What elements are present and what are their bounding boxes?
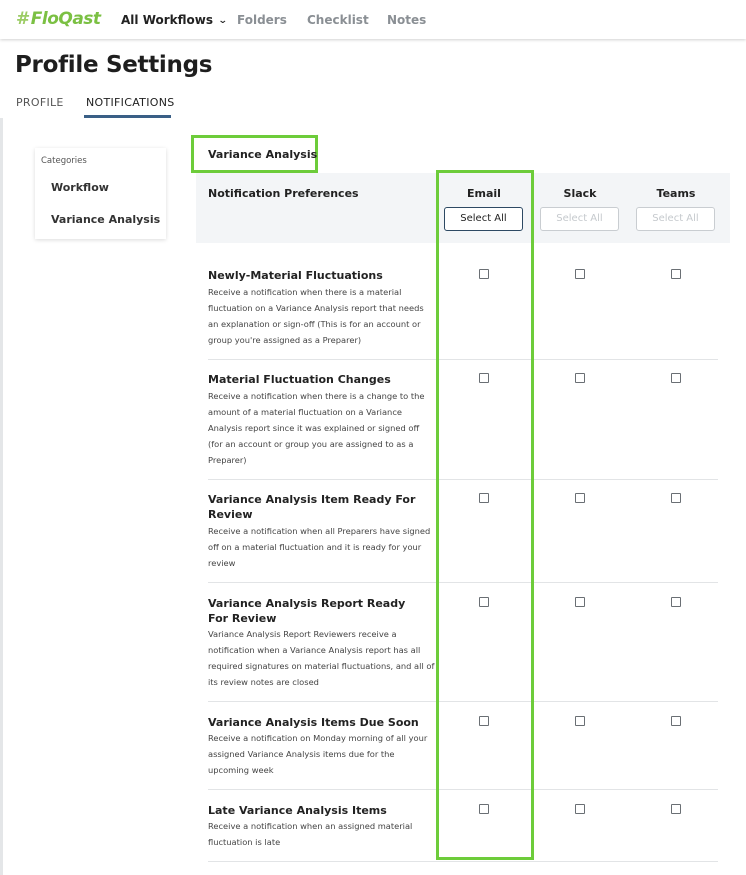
email-checkbox[interactable] [479, 716, 489, 726]
teams-checkbox[interactable] [671, 373, 681, 383]
top-navigation [0, 0, 746, 39]
notification-row [208, 596, 718, 702]
tab-profile[interactable]: PROFILE [16, 96, 64, 109]
notification-row [208, 268, 718, 360]
notification-title: Variance Analysis Items Due Soon [208, 716, 419, 729]
notification-description: Receive a notification when all Preparers have signed off on a material fluctuation and it is ready for your review [208, 526, 431, 568]
email-checkbox[interactable] [479, 804, 489, 814]
notification-title: Newly-Material Fluctuations [208, 269, 383, 282]
teams-checkbox[interactable] [671, 493, 681, 503]
category-variance-analysis[interactable]: Variance Analysis [51, 213, 161, 226]
notification-description: Variance Analysis Report Reviewers receive a notification when a Variance Analysis report has all required signatures on material fluctuations, and all of its review notes are closed [208, 629, 435, 687]
page-title: Profile Settings [15, 52, 213, 78]
notification-row [208, 372, 718, 480]
nav-checklist[interactable]: Checklist [307, 13, 369, 27]
notification-preferences-label: Notification Preferences [208, 187, 359, 200]
teams-select-all-button: Select All [636, 207, 715, 231]
notification-title: Material Fluctuation Changes [208, 373, 391, 386]
email-checkbox[interactable] [479, 493, 489, 503]
slack-select-all-button: Select All [540, 207, 619, 231]
notification-row [208, 715, 718, 790]
slack-checkbox[interactable] [575, 373, 585, 383]
nav-all-workflows-label: All Workflows [121, 13, 214, 27]
categories-card [35, 148, 166, 239]
notification-title: Variance Analysis Report Ready For Review [208, 597, 406, 625]
section-title: Variance Analysis [208, 148, 318, 161]
active-tab-indicator [84, 115, 171, 118]
chevron-down-icon: ⌄ [217, 16, 228, 26]
teams-checkbox[interactable] [671, 269, 681, 279]
teams-checkbox[interactable] [671, 716, 681, 726]
notification-description: Receive a notification when there is a material fluctuation on a Variance Analysis report that needs an explanation or sign-off (This is for an account or group you're assigned as a Preparer) [208, 287, 424, 345]
email-checkbox[interactable] [479, 597, 489, 607]
categories-heading: Categories [41, 156, 87, 166]
slack-checkbox[interactable] [575, 597, 585, 607]
notification-title: Late Variance Analysis Items [208, 804, 387, 817]
nav-folders[interactable]: Folders [237, 13, 287, 27]
notification-row [208, 492, 718, 583]
floqast-logo[interactable]: #FloQast [16, 9, 101, 29]
slack-checkbox[interactable] [575, 804, 585, 814]
notification-row [208, 803, 718, 862]
column-email-label: Email [467, 187, 501, 200]
slack-checkbox[interactable] [575, 493, 585, 503]
category-workflow[interactable]: Workflow [51, 181, 109, 194]
nav-all-workflows[interactable] [121, 13, 227, 27]
email-select-all-button[interactable]: Select All [444, 207, 523, 231]
notification-description: Receive a notification when an assigned material fluctuation is late [208, 821, 413, 847]
teams-checkbox[interactable] [671, 597, 681, 607]
slack-checkbox[interactable] [575, 716, 585, 726]
teams-checkbox[interactable] [671, 804, 681, 814]
column-slack-label: Slack [563, 187, 597, 200]
notification-description: Receive a notification when there is a change to the amount of a material fluctuation on a Variance Analysis report since it was explained or signed off (for an account or group you are assigned to as a Preparer) [208, 391, 425, 465]
notification-title: Variance Analysis Item Ready For Review [208, 493, 416, 521]
column-teams-label: Teams [656, 187, 696, 200]
content-left-border [0, 118, 3, 875]
email-checkbox[interactable] [479, 269, 489, 279]
tab-notifications[interactable]: NOTIFICATIONS [86, 96, 175, 109]
notification-description: Receive a notification on Monday morning of all your assigned Variance Analysis items due for the upcoming week [208, 733, 428, 775]
nav-notes[interactable]: Notes [387, 13, 427, 27]
slack-checkbox[interactable] [575, 269, 585, 279]
email-checkbox[interactable] [479, 373, 489, 383]
